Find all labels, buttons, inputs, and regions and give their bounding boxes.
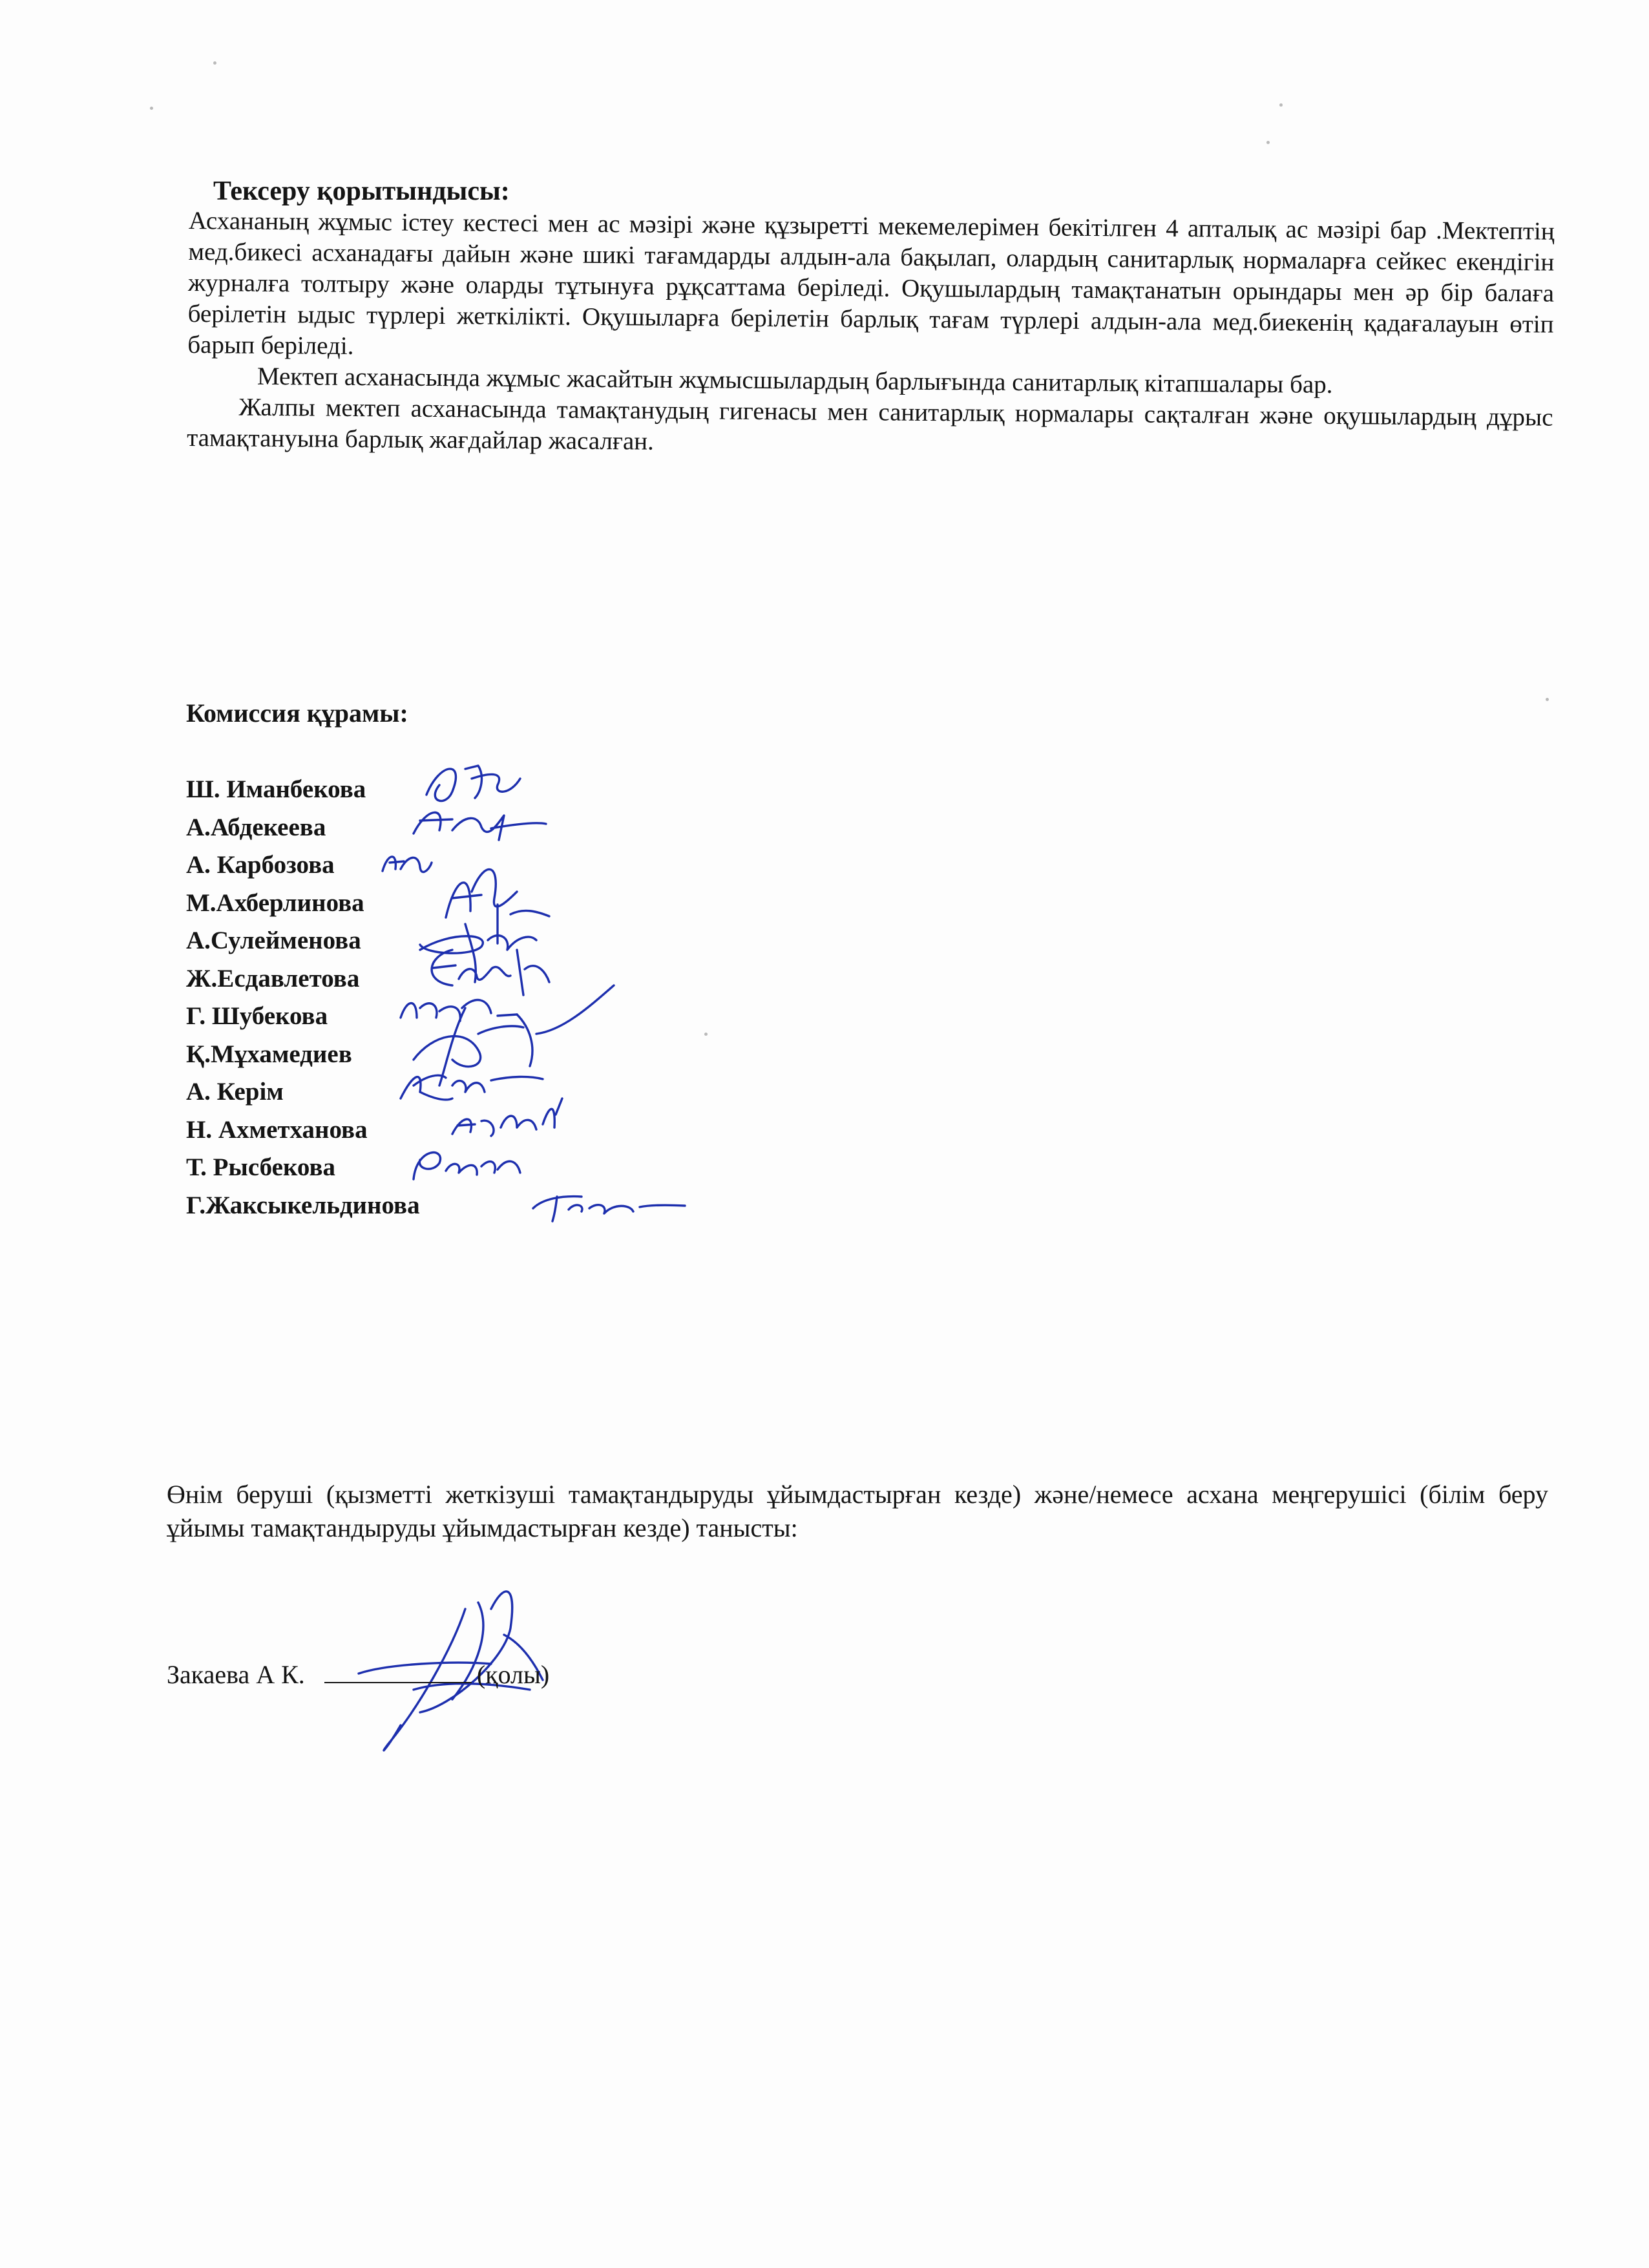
signature-line xyxy=(167,1659,549,1691)
commission-member: Қ.Мұхамедиев xyxy=(186,1040,352,1068)
scan-speck xyxy=(1279,103,1283,107)
findings-paragraph-2: Мектеп асханасында жұмыс жасайтын жұмысшылардың барлығында санитарлық кітапшалары бар. xyxy=(257,362,1333,399)
scan-speck xyxy=(213,61,216,65)
findings-paragraph-1: Асхананың жұмыс істеу кестесі мен ас мәзірі және құзыретті мекемелерімен бекітілген 4 апталық ас мәзірі бар .Мектептің мед.бикесі асханадағы дайын және шикі тағамдарды алдын-ала бақылап, олардың санитарлық нормаларға сейкес екендігін журналға толтыру және оларды тұтынуға рұқсаттама беріледі. Оқушылардың тамақтанатын орындары мен әр бір балаға берілетін ыдыс түрлері жеткілікті. Оқушыларға берілетін барлық тағам түрлері алдын-ала мед.биекенің қадағалауын өтіп барып беріледі. xyxy=(187,206,1555,361)
signature-esdavletova xyxy=(432,950,549,995)
signature-rysbekova xyxy=(414,1153,520,1179)
commission-member: Т. Рысбекова xyxy=(186,1153,336,1181)
signature-zhaksykeldinova xyxy=(533,1197,685,1221)
commission-members-list xyxy=(186,771,420,1224)
signature-kerim xyxy=(401,1075,543,1100)
commission-title: Комиссия құрамы: xyxy=(186,698,408,728)
scan-speck xyxy=(1546,698,1549,701)
signature-blank xyxy=(324,1659,472,1683)
commission-member: А.Сулейменова xyxy=(186,927,361,954)
findings-paragraph-3: Жалпы мектеп асханасында тамақтанудың гигенасы мен санитарлық нормалары сақталған және оқушылардың дұрыс тамақтануына барлық жағдайлар жасалған. xyxy=(187,393,1553,456)
scan-speck xyxy=(704,1033,708,1036)
signature-mukhamediev xyxy=(414,985,614,1086)
inspection-findings xyxy=(187,205,1555,465)
commission-member: А. Керім xyxy=(186,1078,284,1106)
signature-akhberlinova xyxy=(446,869,549,943)
signature-imanbekova xyxy=(426,766,520,801)
signature-akhmetkhanova xyxy=(452,1098,562,1136)
commission-member: Г.Жаксыкельдинова xyxy=(186,1191,420,1219)
signer-name: Закаева А К. xyxy=(167,1660,305,1689)
acknowledgement-text: Өнім беруші (қызметті жеткізуші тамақтандыруды ұйымдастырған кезде) және/немесе асхана меңгерушісі (білім беру ұйымы тамақтандыруды ұйымдастырған кезде) танысты: xyxy=(167,1480,1548,1542)
commission-member: Ж.Есдавлетова xyxy=(186,964,360,992)
scan-speck xyxy=(150,107,153,110)
commission-member: А.Абдекеева xyxy=(186,813,326,841)
commission-member: Н. Ахметханова xyxy=(186,1115,368,1144)
signature-label: (қолы) xyxy=(476,1660,550,1689)
commission-member: А. Карбозова xyxy=(186,851,335,879)
commission-member: М.Ахберлинова xyxy=(186,888,364,917)
commission-member: Г. Шубекова xyxy=(186,1002,328,1030)
scan-speck xyxy=(1266,141,1270,144)
signature-suleimenova xyxy=(420,924,536,982)
commission-member: Ш. Иманбекова xyxy=(186,775,366,803)
signature-abdekeeva xyxy=(414,812,546,840)
inspection-heading: Тексеру қорытындысы: xyxy=(213,176,510,206)
